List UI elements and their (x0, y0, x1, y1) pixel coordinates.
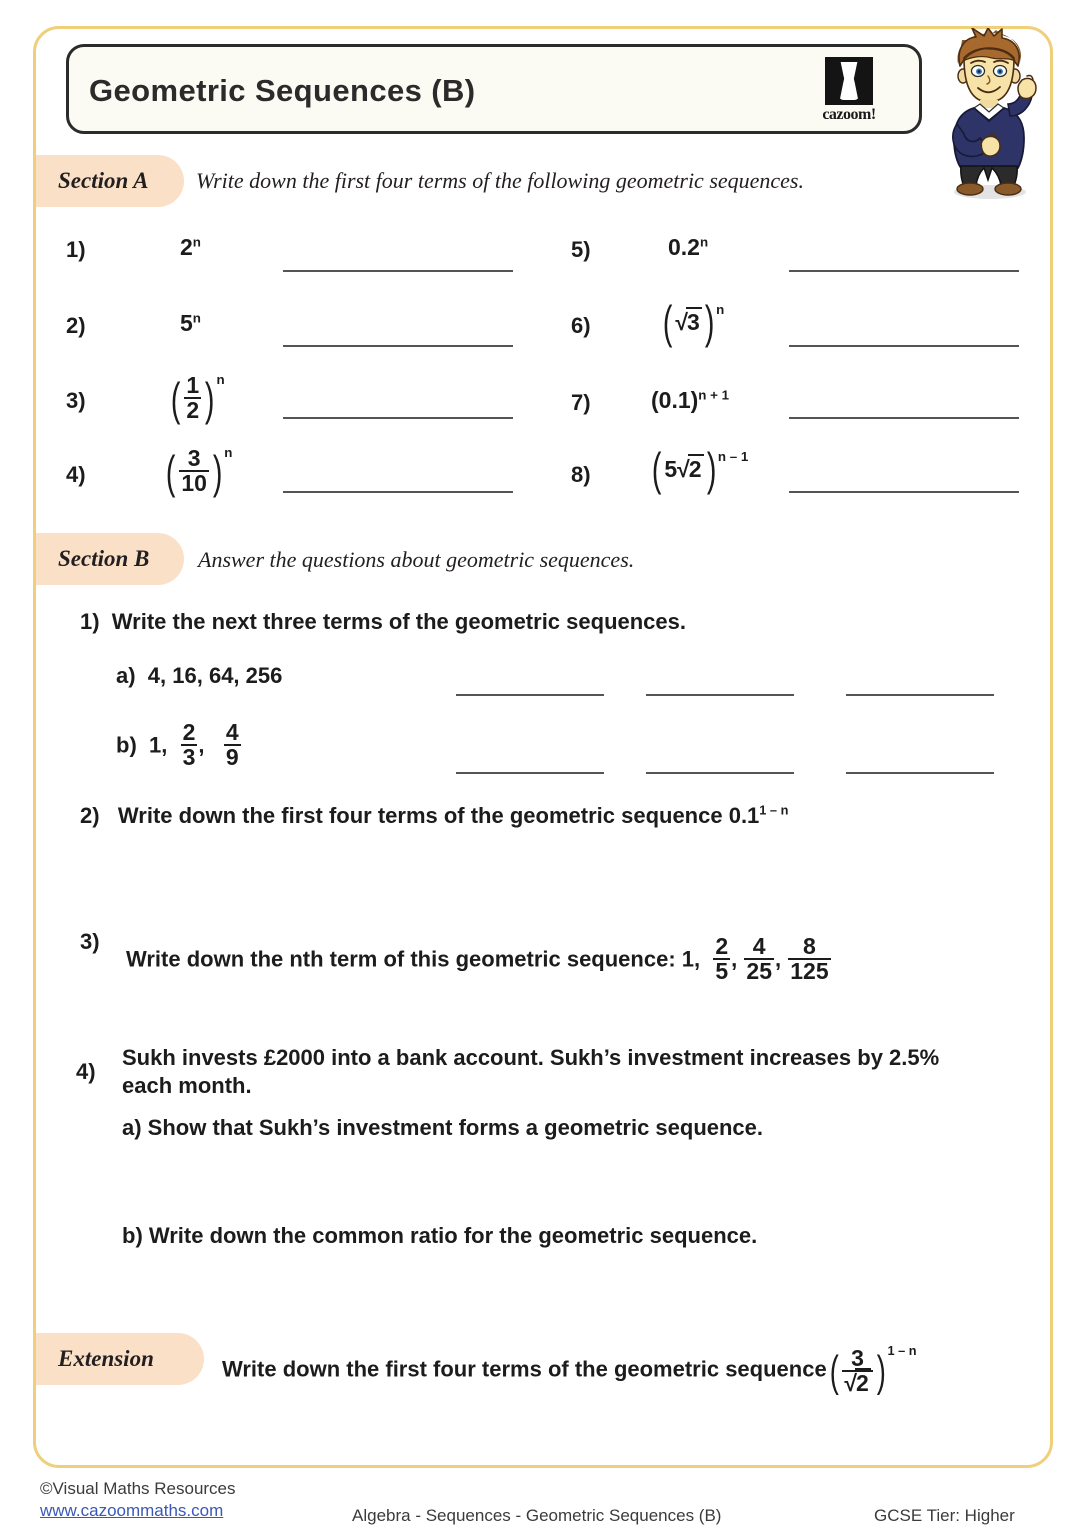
student-mascot-thumbs-up-icon (930, 28, 1048, 203)
title-box (66, 44, 922, 134)
footer-website-link[interactable]: www.cazoommaths.com (40, 1501, 224, 1521)
section-b-q3: Write down the nth term of this geometric sequence: 1, $\frac{2}{5}$ , $\frac{4}{25}$ , $\frac{8}{125}$ (126, 932, 829, 985)
question-number: 8) (571, 462, 591, 487)
answer-line[interactable] (846, 694, 994, 696)
footer-tier: GCSE Tier: Higher (874, 1506, 1015, 1525)
extension-label: Extension (58, 1346, 154, 1371)
question-number: 1) (66, 237, 86, 262)
question-number: 5) (571, 237, 591, 262)
question-expression: ( 5 √2 ) n – 1 (651, 443, 749, 495)
section-b-label: Section B (58, 546, 150, 571)
question-expression: ( $\frac{3}{10}$ ) n (165, 444, 233, 498)
section-b-q4-stem: Sukh invests £2000 into a bank account. Sukh’s investment increases by 2.5% each month. (122, 1045, 940, 1099)
section-b-q4-part-b: b) Write down the common ratio for the geometric sequence. (122, 1223, 758, 1248)
answer-line[interactable] (456, 772, 604, 774)
footer-copyright-block (40, 1478, 236, 1523)
answer-line[interactable] (846, 772, 994, 774)
section-b-q2: 2) Write down the first four terms of the geometric sequence 0.1$^{1 - n}$ (80, 802, 789, 828)
section-b-q1-part-a: a) 4, 16, 64, 256 (116, 663, 283, 688)
question-expression: ( $\frac{1}{2}$ ) n (170, 371, 225, 425)
cazoom-logo-word: cazoom! (822, 106, 876, 123)
section-a-instruction: Write down the first four terms of the following geometric sequences. (196, 168, 804, 193)
section-a-label: Section A (58, 168, 149, 193)
footer-copyright: ©Visual Maths Resources (40, 1479, 236, 1498)
section-b-q4-part-a: a) Show that Sukh’s investment forms a geometric sequence. (122, 1115, 764, 1140)
extension-badge (36, 1333, 204, 1385)
answer-line[interactable] (789, 417, 1019, 419)
question-expression: $(0.1)^{n + 1}$ (651, 387, 730, 413)
footer-topic: Algebra - Sequences - Geometric Sequences (B) (352, 1506, 722, 1525)
answer-line[interactable] (646, 772, 794, 774)
answer-line[interactable] (283, 345, 513, 347)
question-number: 7) (571, 390, 591, 415)
answer-line[interactable] (283, 417, 513, 419)
section-a-badge (36, 155, 184, 207)
section-b-q1-part-b: b) 1, $\frac{2}{3}$ , $\frac{4}{9}$ (116, 718, 239, 771)
section-b-badge (36, 533, 184, 585)
answer-line[interactable] (789, 270, 1019, 272)
extension-question: Write down the first four terms of the geometric sequence ( $\frac{3}{√2}$ ) 1 – n (222, 1342, 917, 1397)
answer-line[interactable] (789, 491, 1019, 493)
question-number: 3) (66, 388, 86, 413)
page-title: Geometric Sequences (B) (89, 73, 476, 108)
answer-line[interactable] (283, 491, 513, 493)
section-b-q3-number: 3) (80, 929, 100, 954)
answer-line[interactable] (456, 694, 604, 696)
question-expression: ( √3 ) n (662, 296, 725, 348)
answer-line[interactable] (646, 694, 794, 696)
answer-line[interactable] (283, 270, 513, 272)
cazoom-logo (803, 57, 895, 131)
section-b-instruction: Answer the questions about geometric sequences. (198, 547, 635, 572)
section-b-q4-number: 4) (76, 1059, 96, 1084)
question-expression: 5$^n$ (180, 310, 201, 336)
question-number: 4) (66, 462, 86, 487)
question-number: 6) (571, 313, 591, 338)
question-number: 2) (66, 313, 86, 338)
answer-line[interactable] (789, 345, 1019, 347)
cazoom-vase-logo-icon (825, 57, 873, 105)
question-expression: 2$^n$ (180, 234, 201, 260)
question-expression: 0.2$^n$ (668, 234, 709, 260)
section-b-q1: 1) Write the next three terms of the geometric sequences. (80, 609, 686, 634)
